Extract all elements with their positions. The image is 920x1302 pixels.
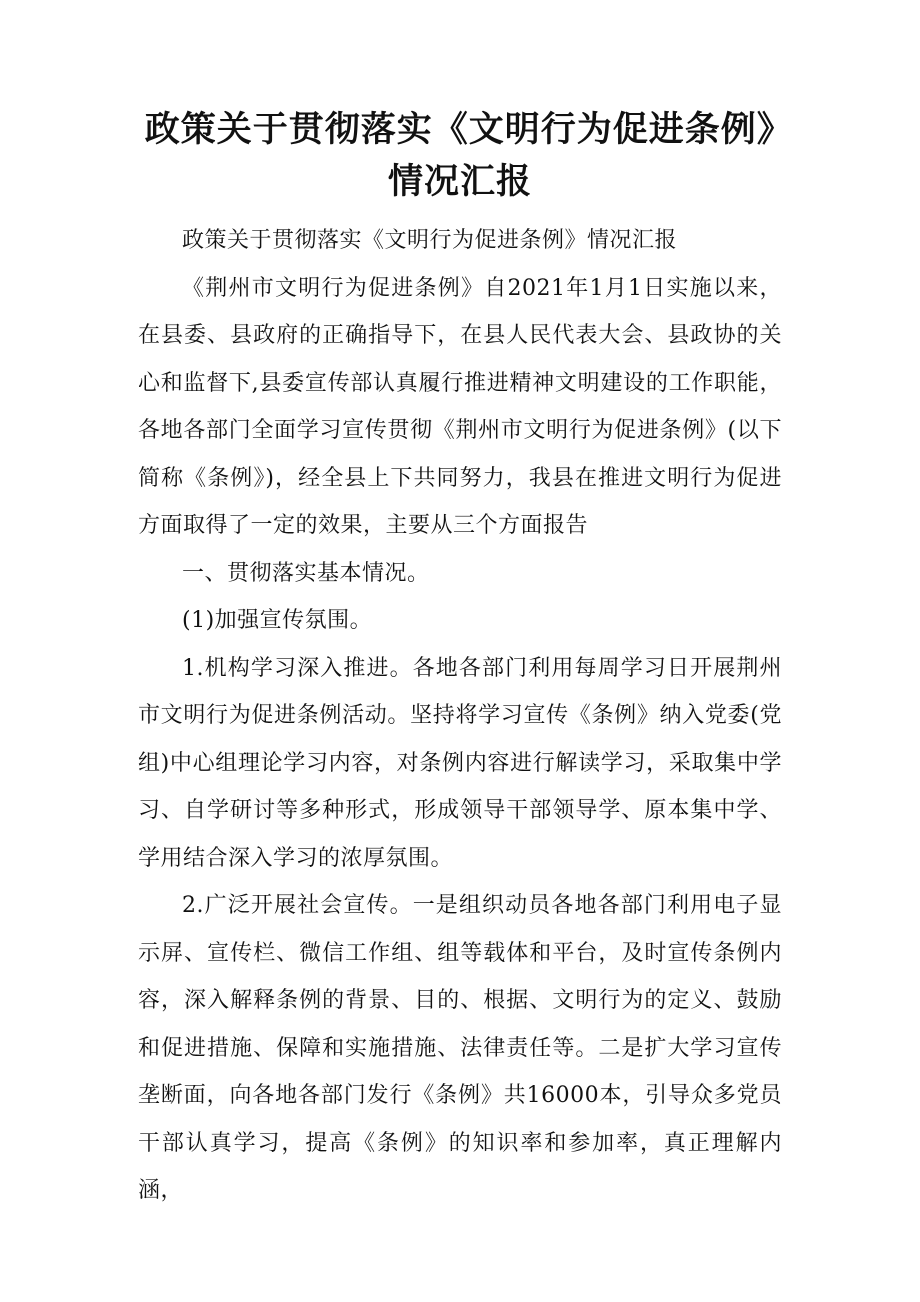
subtitle-paragraph: 政策关于贯彻落实《文明行为促进条例》情况汇报: [182, 228, 678, 253]
document-title: 政策关于贯彻落实《文明行为促进条例》情况汇报: [144, 109, 776, 202]
body-paragraph-1: 1.机构学习深入推进。各地各部门利用每周学习日开展荆州市文明行为促进条例活动。坚持将学习宣传《条例》纳入党委(党组)中心组理论学习内容，对条例内容进行解读学习，采取集中学习、自学研讨等多种形式，形成领导干部领导学、原本集中学、学用结合深入学习的浓厚氛围。: [138, 655, 782, 871]
intro-paragraph: 《荆州市文明行为促进条例》自2021年1月1日实施以来，在县委、县政府的正确指导下，在县人民代表大会、县政协的关心和监督下,县委宣传部认真履行推进精神文明建设的工作职能，各地各部门全面学习宣传贯彻《荆州市文明行为促进条例》(以下简称《条例》)，经全县上下共同努力，我县在推进文明行为促进方面取得了一定的效果，主要从三个方面报告: [138, 275, 782, 538]
section-heading: 一、贯彻落实基本情况。: [182, 560, 430, 586]
subsection-heading: (1)加强宣传氛围。: [182, 608, 373, 633]
body-paragraph-2: 2.广泛开展社会宣传。一是组织动员各地各部门利用电子显示屏、宣传栏、微信工作组、组等载体和平台，及时宣传条例内容，深入解释条例的背景、目的、根据、文明行为的定义、鼓励和促进措施、保障和实施措施、法律责任等。二是扩大学习宣传垄断面，向各地各部门发行《条例》共16000本，引导众多党员干部认真学习，提高《条例》的知识率和参加率，真正理解内涵，: [138, 893, 782, 1203]
